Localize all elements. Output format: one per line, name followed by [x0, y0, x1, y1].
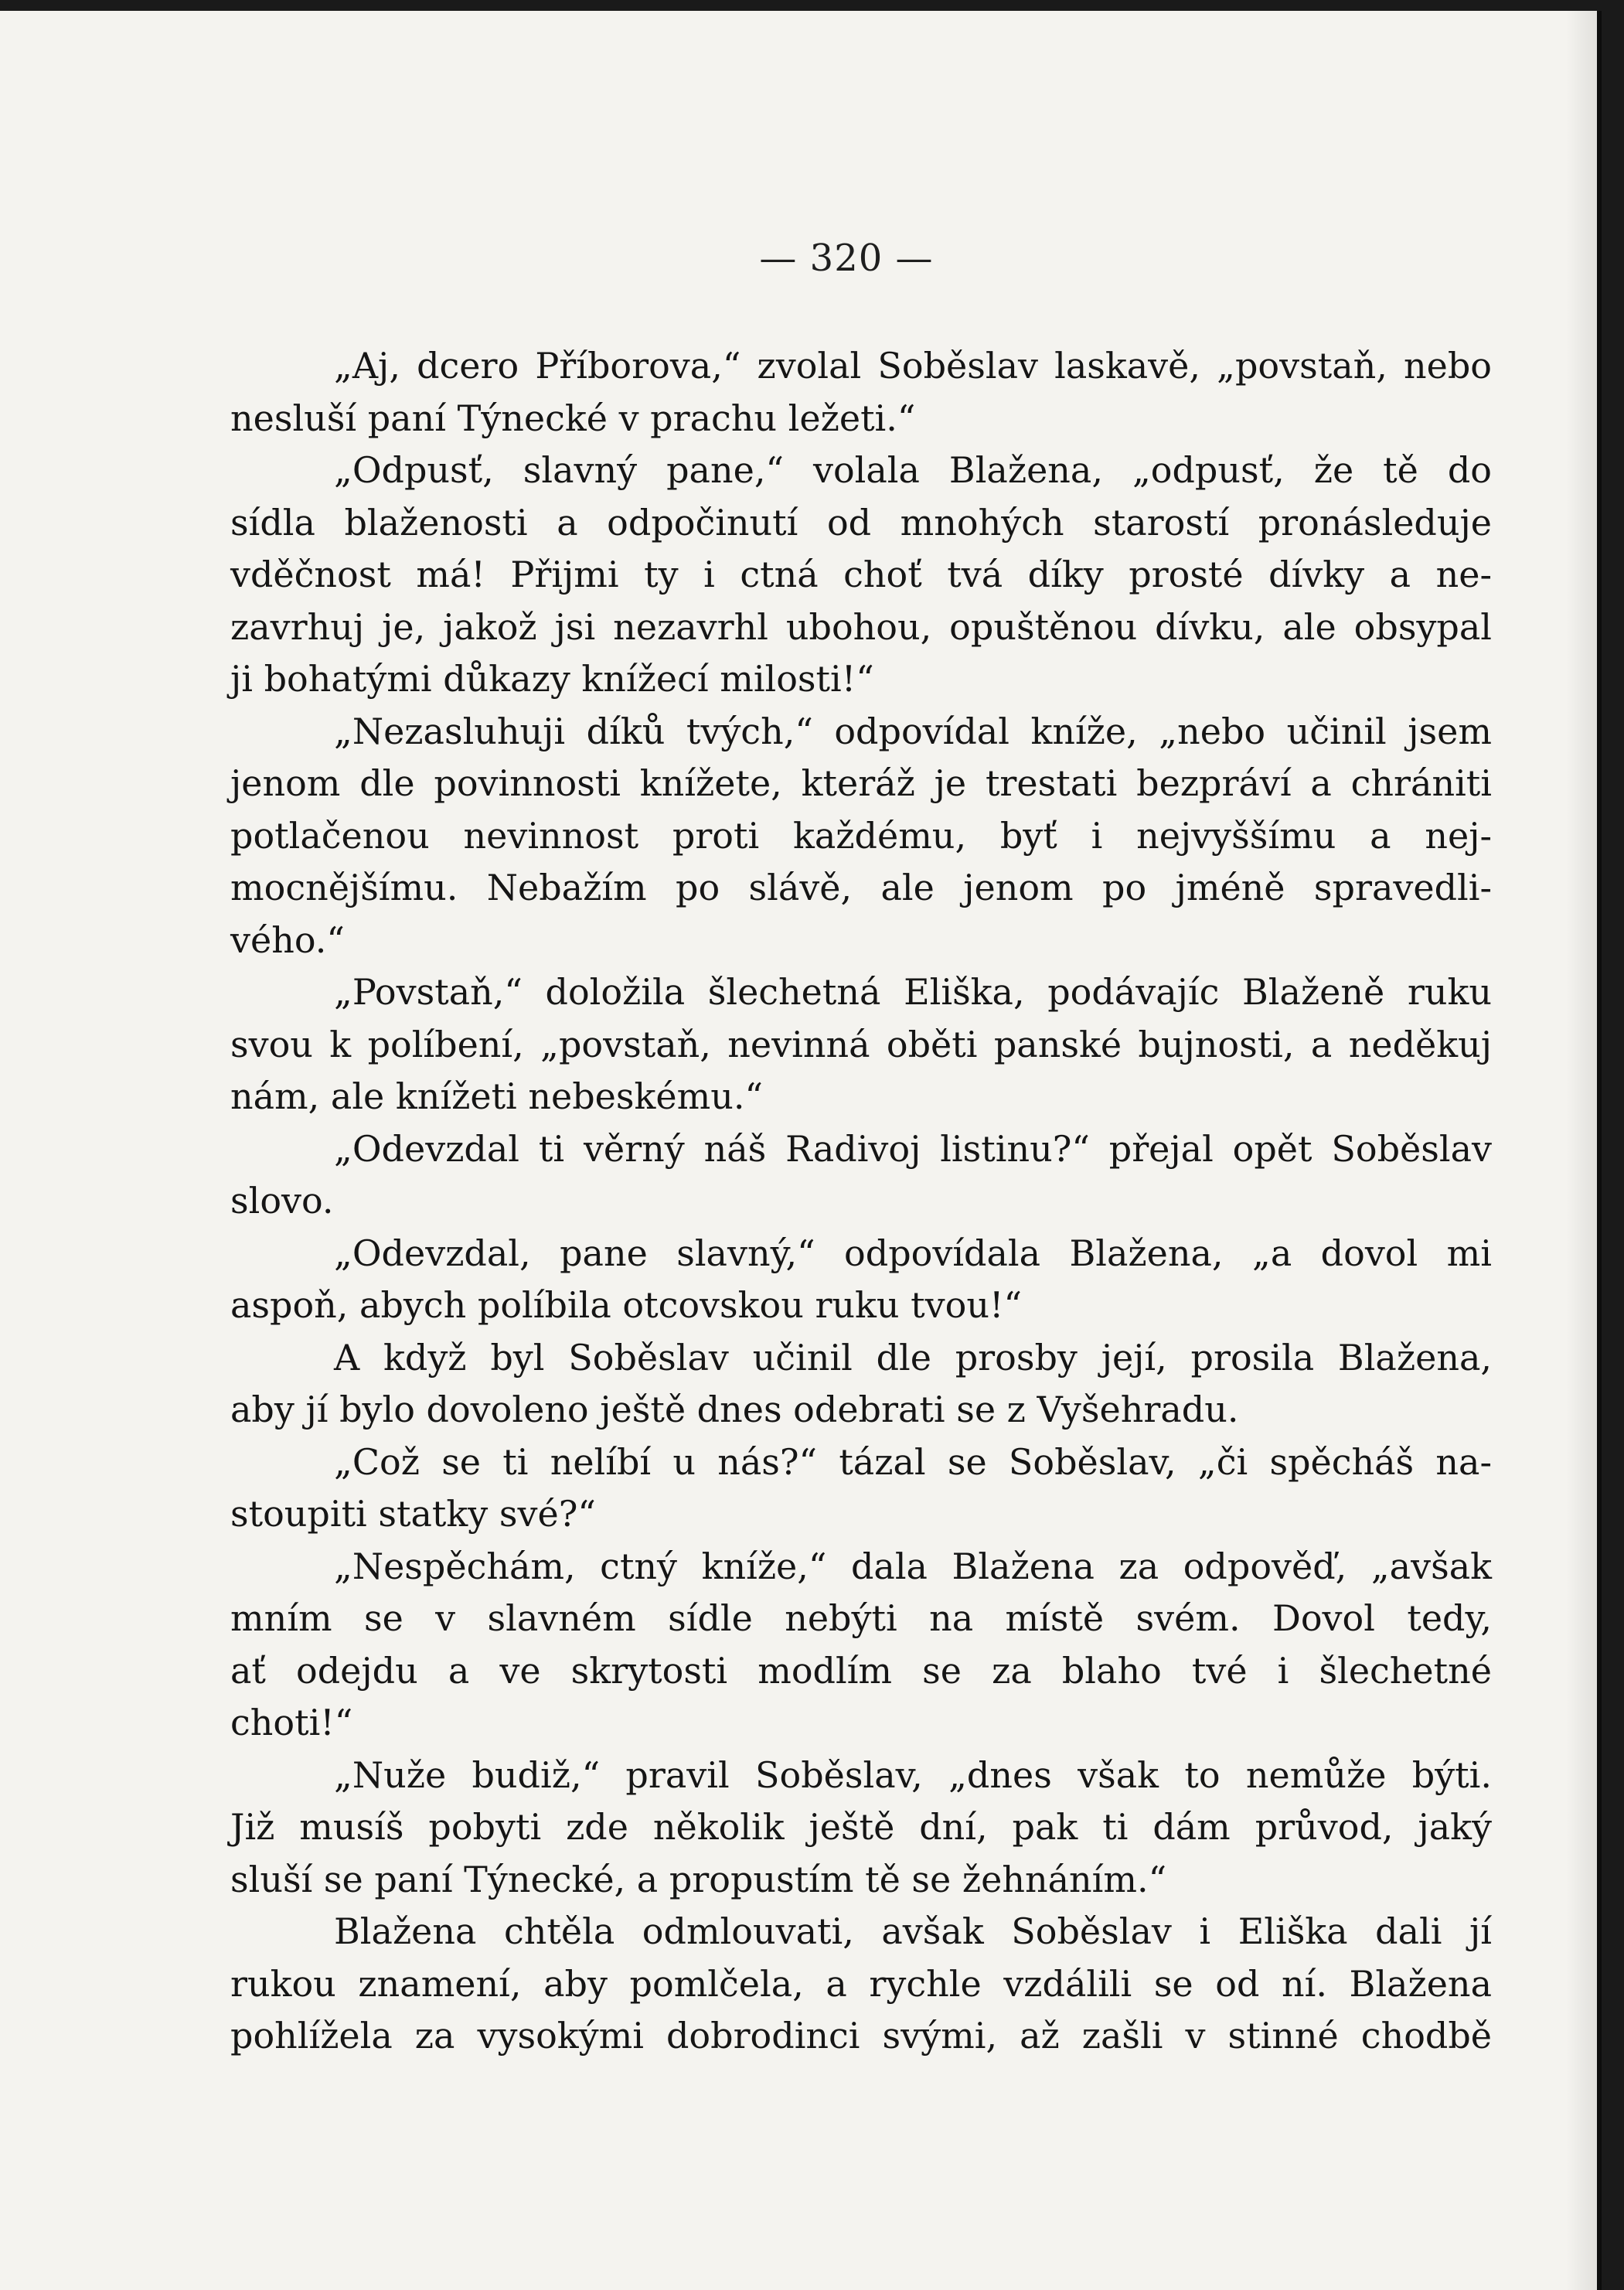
text-line: nám, ale knížeti nebeskému.“ [230, 1075, 763, 1117]
text-line: ať odejdu a ve skrytosti modlím se za blaho tvé i šlechetné [230, 1649, 1492, 1692]
text-line: slovo. [230, 1180, 334, 1222]
text-line: mocnějšímu. Nebažím po slávě, ale jenom po jméně spravedli- [230, 867, 1492, 908]
text-line: potlačenou nevinnost proti každému, byť i nejvyššímu a nej- [230, 814, 1492, 857]
text-line: vého.“ [230, 918, 345, 961]
text-line: rukou znamení, aby pomlčela, a rychle vzdálili se od ní. Blažena [230, 1962, 1492, 2005]
page-number: — 320 — [759, 237, 934, 280]
text-line: jenom dle povinnosti knížete, kteráž je trestati bezpráví a chrániti [230, 762, 1492, 804]
text-line: pohlížela za vysokými dobrodinci svými, až zašli v stinné chodbě [230, 2015, 1492, 2057]
text-line: „Nezasluhuji díků tvých,“ odpovídal kníže, „nebo učinil jsem [334, 710, 1492, 752]
text-line: „Nuže budiž,“ pravil Soběslav, „dnes však to nemůže býti. [334, 1753, 1492, 1796]
text-line: „Odevzdal ti věrný náš Radivoj listinu?“ přejal opět Soběslav [334, 1127, 1492, 1170]
text-line: aspoň, abych políbila otcovskou ruku tvou!“ [230, 1284, 1022, 1326]
text-line: svou k políbení, „povstaň, nevinná oběti panské bujnosti, a neděkuj [230, 1023, 1492, 1065]
text-line: Blažena chtěla odmlouvati, avšak Soběslav i Eliška dali jí [334, 1910, 1492, 1952]
text-line: „Což se ti nelíbí u nás?“ tázal se Soběslav, „či spěcháš na- [334, 1440, 1492, 1483]
text-line: sídla blaženosti a odpočinutí od mnohých starostí pronásleduje [230, 501, 1492, 544]
text-line: nesluší paní Týnecké v prachu ležeti.“ [230, 397, 916, 439]
text-line: choti!“ [230, 1702, 353, 1743]
text-line: sluší se paní Týnecké, a propustím tě se žehnáním.“ [230, 1858, 1167, 1900]
text-line: „Nespěchám, ctný kníže,“ dala Blažena za odpověď, „avšak [334, 1545, 1492, 1587]
text-line: „Povstaň,“ doložila šlechetná Eliška, podávajíc Blaženě ruku [334, 971, 1492, 1013]
text-line: „Aj, dcero Příborova,“ zvolal Soběslav laskavě, „povstaň, nebo [334, 345, 1492, 387]
text-line: Již musíš pobyti zde několik ještě dní, pak ti dám průvod, jaký [230, 1806, 1492, 1848]
book-page [0, 11, 1602, 2290]
text-line: vděčnost má! Přijmi ty i ctná choť tvá díky prosté dívky a ne- [230, 554, 1492, 595]
text-line: stoupiti statky své?“ [230, 1493, 596, 1535]
text-line: „Odpusť, slavný pane,“ volala Blažena, „odpusť, že tě do [334, 449, 1492, 491]
text-line: ji bohatými důkazy knížecí milosti!“ [230, 658, 874, 700]
page-edge-shadow [1566, 11, 1597, 2290]
text-line: aby jí bylo dovoleno ještě dnes odebrati se z Vyšehradu. [230, 1389, 1239, 1430]
text-line: A když byl Soběslav učinil dle prosby její, prosila Blažena, [334, 1336, 1492, 1378]
text-line: mním se v slavném sídle nebýti na místě svém. Dovol tedy, [230, 1597, 1492, 1639]
text-line: „Odevzdal, pane slavný,“ odpovídala Blažena, „a dovol mi [334, 1232, 1492, 1274]
body-text [230, 340, 1492, 2063]
text-line: zavrhuj je, jakož jsi nezavrhl ubohou, opuštěnou dívku, ale obsypal [230, 605, 1492, 648]
